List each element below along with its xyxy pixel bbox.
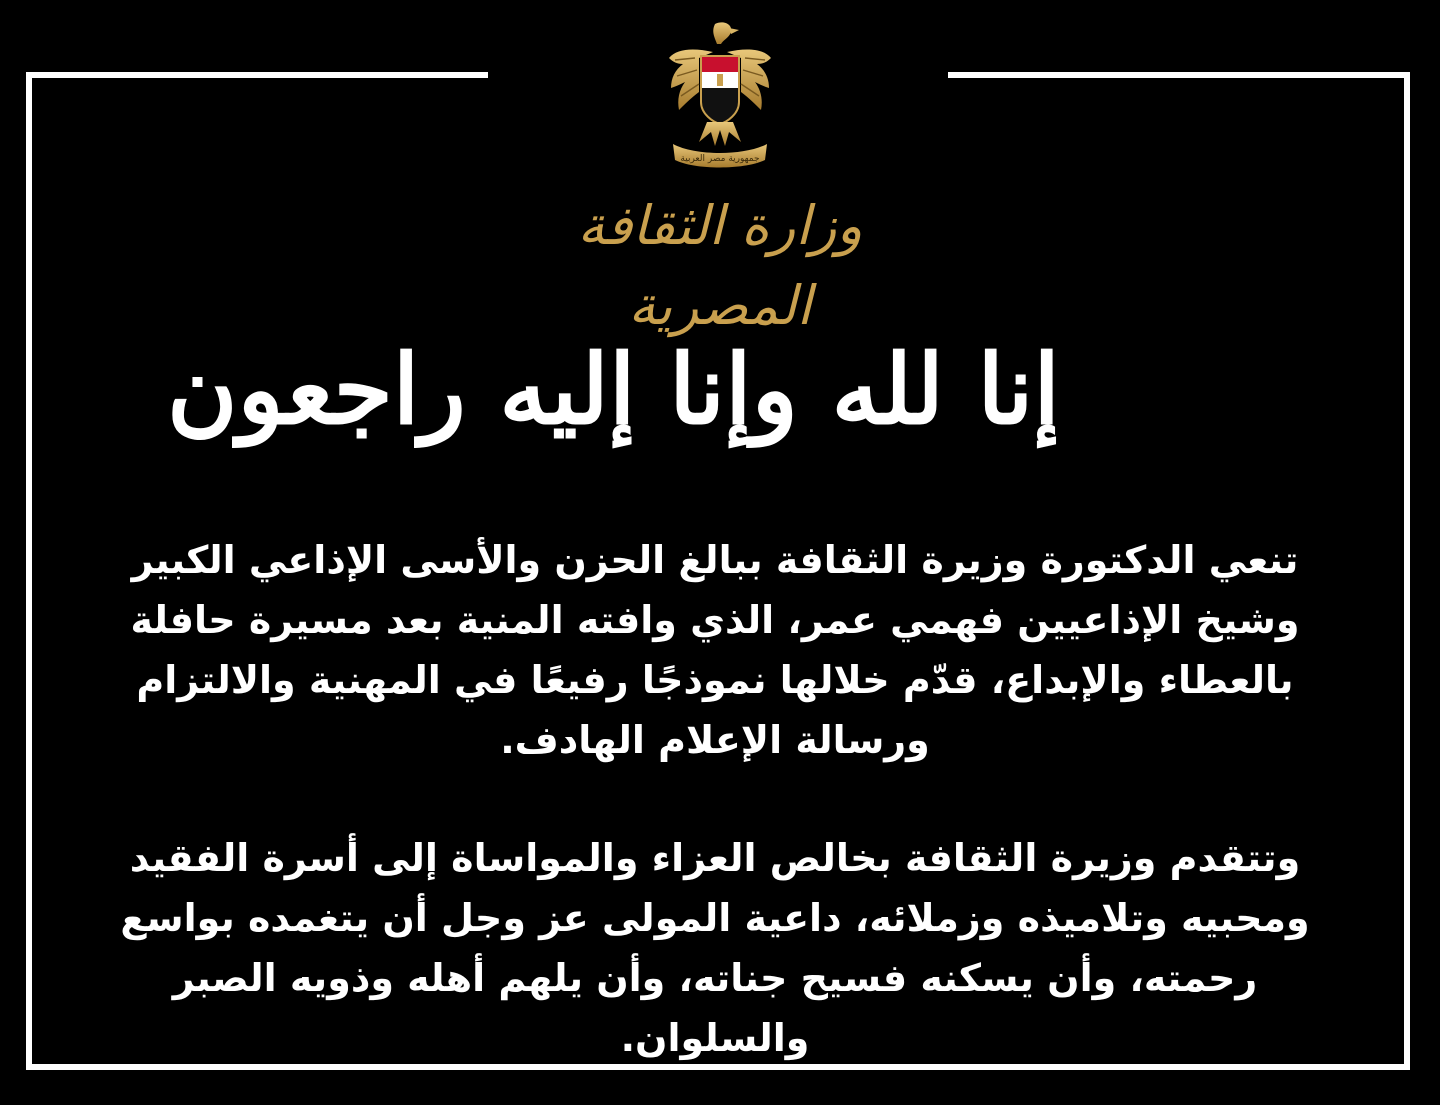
ministry-name: وزارة الثقافة المصرية (577, 194, 863, 337)
emblem-banner-text: جمهورية مصر العربية (680, 154, 760, 164)
condolence-paragraph-1: تنعي الدكتورة وزيرة الثقافة ببالغ الحزن والأسى الإذاعي الكبير وشيخ الإذاعيين فهمي عمر، الذي وافته المنية بعد مسيرة حافلة بالعطاء والإبداع، قدّم خلالها نموذجًا رفيعًا في المهنية والالتزام ورسالة الإعلام الهادف. (130, 538, 1300, 762)
condolence-paragraph-2: وتتقدم وزيرة الثقافة بخالص العزاء والمواساة إلى أسرة الفقيد ومحبيه وتلاميذه وزملائه، داعية المولى عز وجل أن يتغمده بواسع رحمته، وأن يسكنه فسيح جناته، وأن يلهم أهله وذويه الصبر والسلوان. (120, 836, 1310, 1060)
frame-top-left-border (26, 72, 488, 78)
frame-left-border (26, 72, 32, 1070)
frame-top-right-border (948, 72, 1410, 78)
frame-right-border (1404, 72, 1410, 1070)
quran-verse-title: إنا لله وإنا إليه راجعون (167, 333, 1060, 446)
egypt-eagle-emblem-icon (655, 18, 785, 170)
